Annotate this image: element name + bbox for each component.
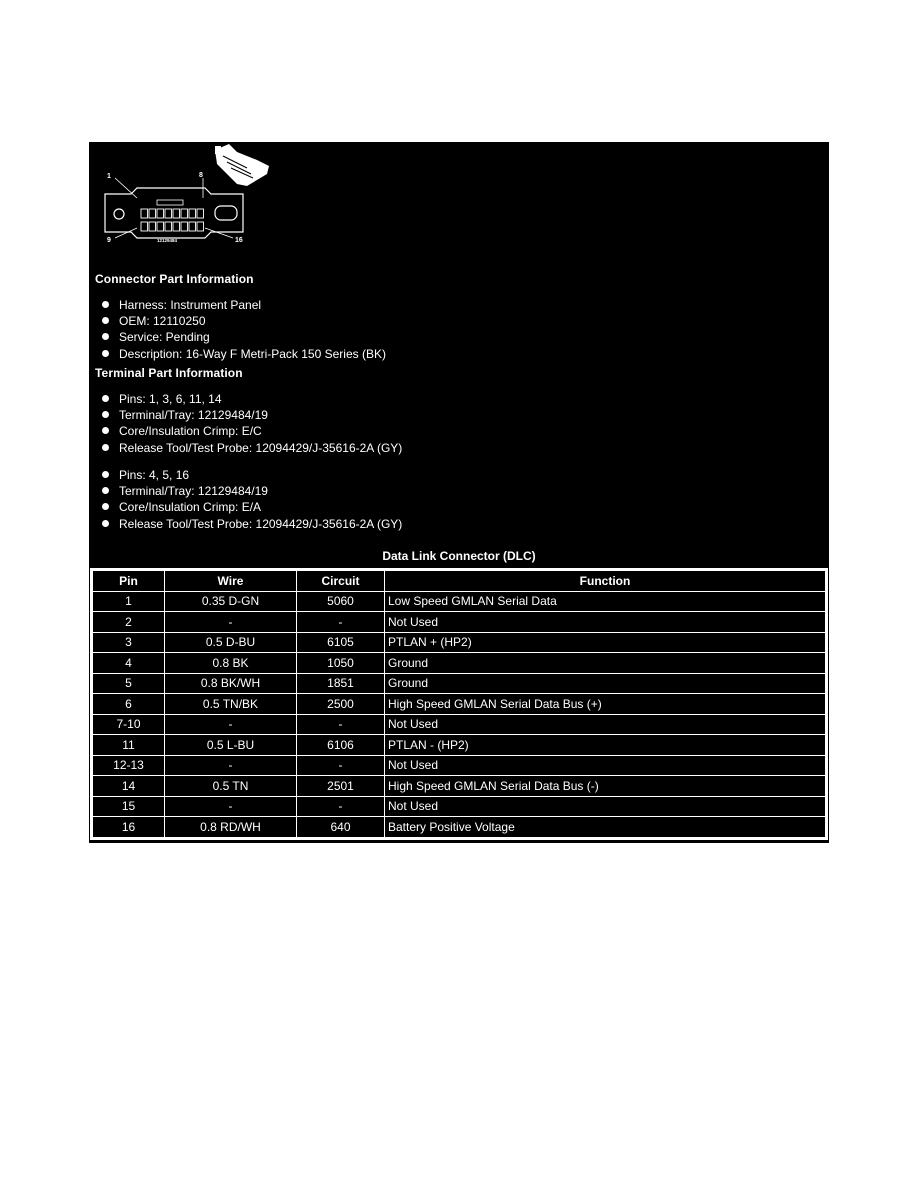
cell-pin: 11 [93, 735, 165, 756]
terminal-group-1-list [95, 391, 402, 456]
dlc-pin-table [92, 570, 826, 838]
bullet-icon [102, 520, 109, 527]
bullet-icon [102, 317, 109, 324]
pin-label-8: 8 [199, 172, 203, 179]
cell-wire: 0.8 BK/WH [165, 673, 297, 694]
column-header-circuit: Circuit [297, 571, 385, 592]
connector-part-list [95, 297, 386, 362]
cell-circuit: 640 [297, 817, 385, 838]
connector-side-view [215, 144, 269, 186]
table-row [93, 817, 826, 838]
table-header-row [93, 571, 826, 592]
cell-wire: - [165, 755, 297, 776]
cell-circuit: 6105 [297, 632, 385, 653]
cell-wire: - [165, 714, 297, 735]
cell-pin: 4 [93, 653, 165, 674]
cell-pin: 3 [93, 632, 165, 653]
list-item: Core/Insulation Crimp: E/C [95, 423, 402, 439]
list-item: Release Tool/Test Probe: 12094429/J-35616-2A (GY) [95, 516, 402, 532]
cell-wire: 0.5 TN [165, 776, 297, 797]
bullet-icon [102, 350, 109, 357]
cell-function: High Speed GMLAN Serial Data Bus (+) [385, 694, 826, 715]
cell-wire: 0.5 L-BU [165, 735, 297, 756]
column-header-pin: Pin [93, 571, 165, 592]
pin-label-9: 9 [107, 237, 111, 244]
connector-face [105, 178, 243, 238]
cell-circuit: 1050 [297, 653, 385, 674]
cell-circuit: 2501 [297, 776, 385, 797]
bullet-icon [102, 444, 109, 451]
pin-label-16: 16 [235, 237, 243, 244]
cell-circuit: - [297, 796, 385, 817]
table-row [93, 653, 826, 674]
bullet-icon [102, 333, 109, 340]
column-header-function: Function [385, 571, 826, 592]
cell-wire: - [165, 796, 297, 817]
bullet-icon [102, 411, 109, 418]
cell-pin: 1 [93, 591, 165, 612]
table-row [93, 612, 826, 633]
list-item: Pins: 4, 5, 16 [95, 467, 402, 483]
bullet-icon [102, 503, 109, 510]
cell-wire: 0.8 BK [165, 653, 297, 674]
table-row [93, 796, 826, 817]
bullet-icon [102, 427, 109, 434]
table-row [93, 673, 826, 694]
terminal-part-heading: Terminal Part Information [95, 366, 243, 380]
table-row [93, 591, 826, 612]
cell-function: Ground [385, 673, 826, 694]
cell-pin: 2 [93, 612, 165, 633]
list-item: Release Tool/Test Probe: 12094429/J-35616-2A (GY) [95, 440, 402, 456]
cell-circuit: 2500 [297, 694, 385, 715]
cell-pin: 12-13 [93, 755, 165, 776]
list-item: Service: Pending [95, 329, 386, 345]
bullet-icon [102, 471, 109, 478]
cell-function: Battery Positive Voltage [385, 817, 826, 838]
cell-function: PTLAN + (HP2) [385, 632, 826, 653]
cell-circuit: - [297, 612, 385, 633]
bullet-icon [102, 487, 109, 494]
table-row [93, 694, 826, 715]
cell-wire: 0.5 TN/BK [165, 694, 297, 715]
table-row [93, 632, 826, 653]
terminal-group-2-list [95, 467, 402, 532]
pin-label-1: 1 [107, 173, 111, 180]
cell-function: Not Used [385, 796, 826, 817]
document-panel [89, 142, 829, 843]
cell-circuit: 6106 [297, 735, 385, 756]
cell-function: High Speed GMLAN Serial Data Bus (-) [385, 776, 826, 797]
cell-circuit: - [297, 755, 385, 776]
cell-function: Not Used [385, 612, 826, 633]
cell-pin: 14 [93, 776, 165, 797]
cell-function: Low Speed GMLAN Serial Data [385, 591, 826, 612]
table-row [93, 735, 826, 756]
cell-function: PTLAN - (HP2) [385, 735, 826, 756]
cell-circuit: 1851 [297, 673, 385, 694]
cell-function: Ground [385, 653, 826, 674]
list-item: OEM: 12110250 [95, 313, 386, 329]
cell-pin: 6 [93, 694, 165, 715]
list-item: Terminal/Tray: 12129484/19 [95, 483, 402, 499]
connector-diagram [97, 142, 277, 252]
bullet-icon [102, 395, 109, 402]
column-header-wire: Wire [165, 571, 297, 592]
list-item: Terminal/Tray: 12129484/19 [95, 407, 402, 423]
cell-wire: 0.5 D-BU [165, 632, 297, 653]
cell-pin: 15 [93, 796, 165, 817]
table-row [93, 776, 826, 797]
cell-wire: 0.8 RD/WH [165, 817, 297, 838]
cell-function: Not Used [385, 714, 826, 735]
table-row [93, 714, 826, 735]
table-body [93, 591, 826, 837]
cell-circuit: - [297, 714, 385, 735]
cell-wire: 0.35 D-GN [165, 591, 297, 612]
part-stamp: 12129484 [157, 238, 178, 243]
cell-circuit: 5060 [297, 591, 385, 612]
table-row [93, 755, 826, 776]
connector-part-heading: Connector Part Information [95, 272, 254, 286]
bullet-icon [102, 301, 109, 308]
cell-pin: 16 [93, 817, 165, 838]
table-title: Data Link Connector (DLC) [382, 549, 536, 563]
list-item: Core/Insulation Crimp: E/A [95, 499, 402, 515]
list-item: Harness: Instrument Panel [95, 297, 386, 313]
list-item: Pins: 1, 3, 6, 11, 14 [95, 391, 402, 407]
cell-function: Not Used [385, 755, 826, 776]
cell-pin: 7-10 [93, 714, 165, 735]
list-item: Description: 16-Way F Metri-Pack 150 Series (BK) [95, 346, 386, 362]
cell-wire: - [165, 612, 297, 633]
cell-pin: 5 [93, 673, 165, 694]
